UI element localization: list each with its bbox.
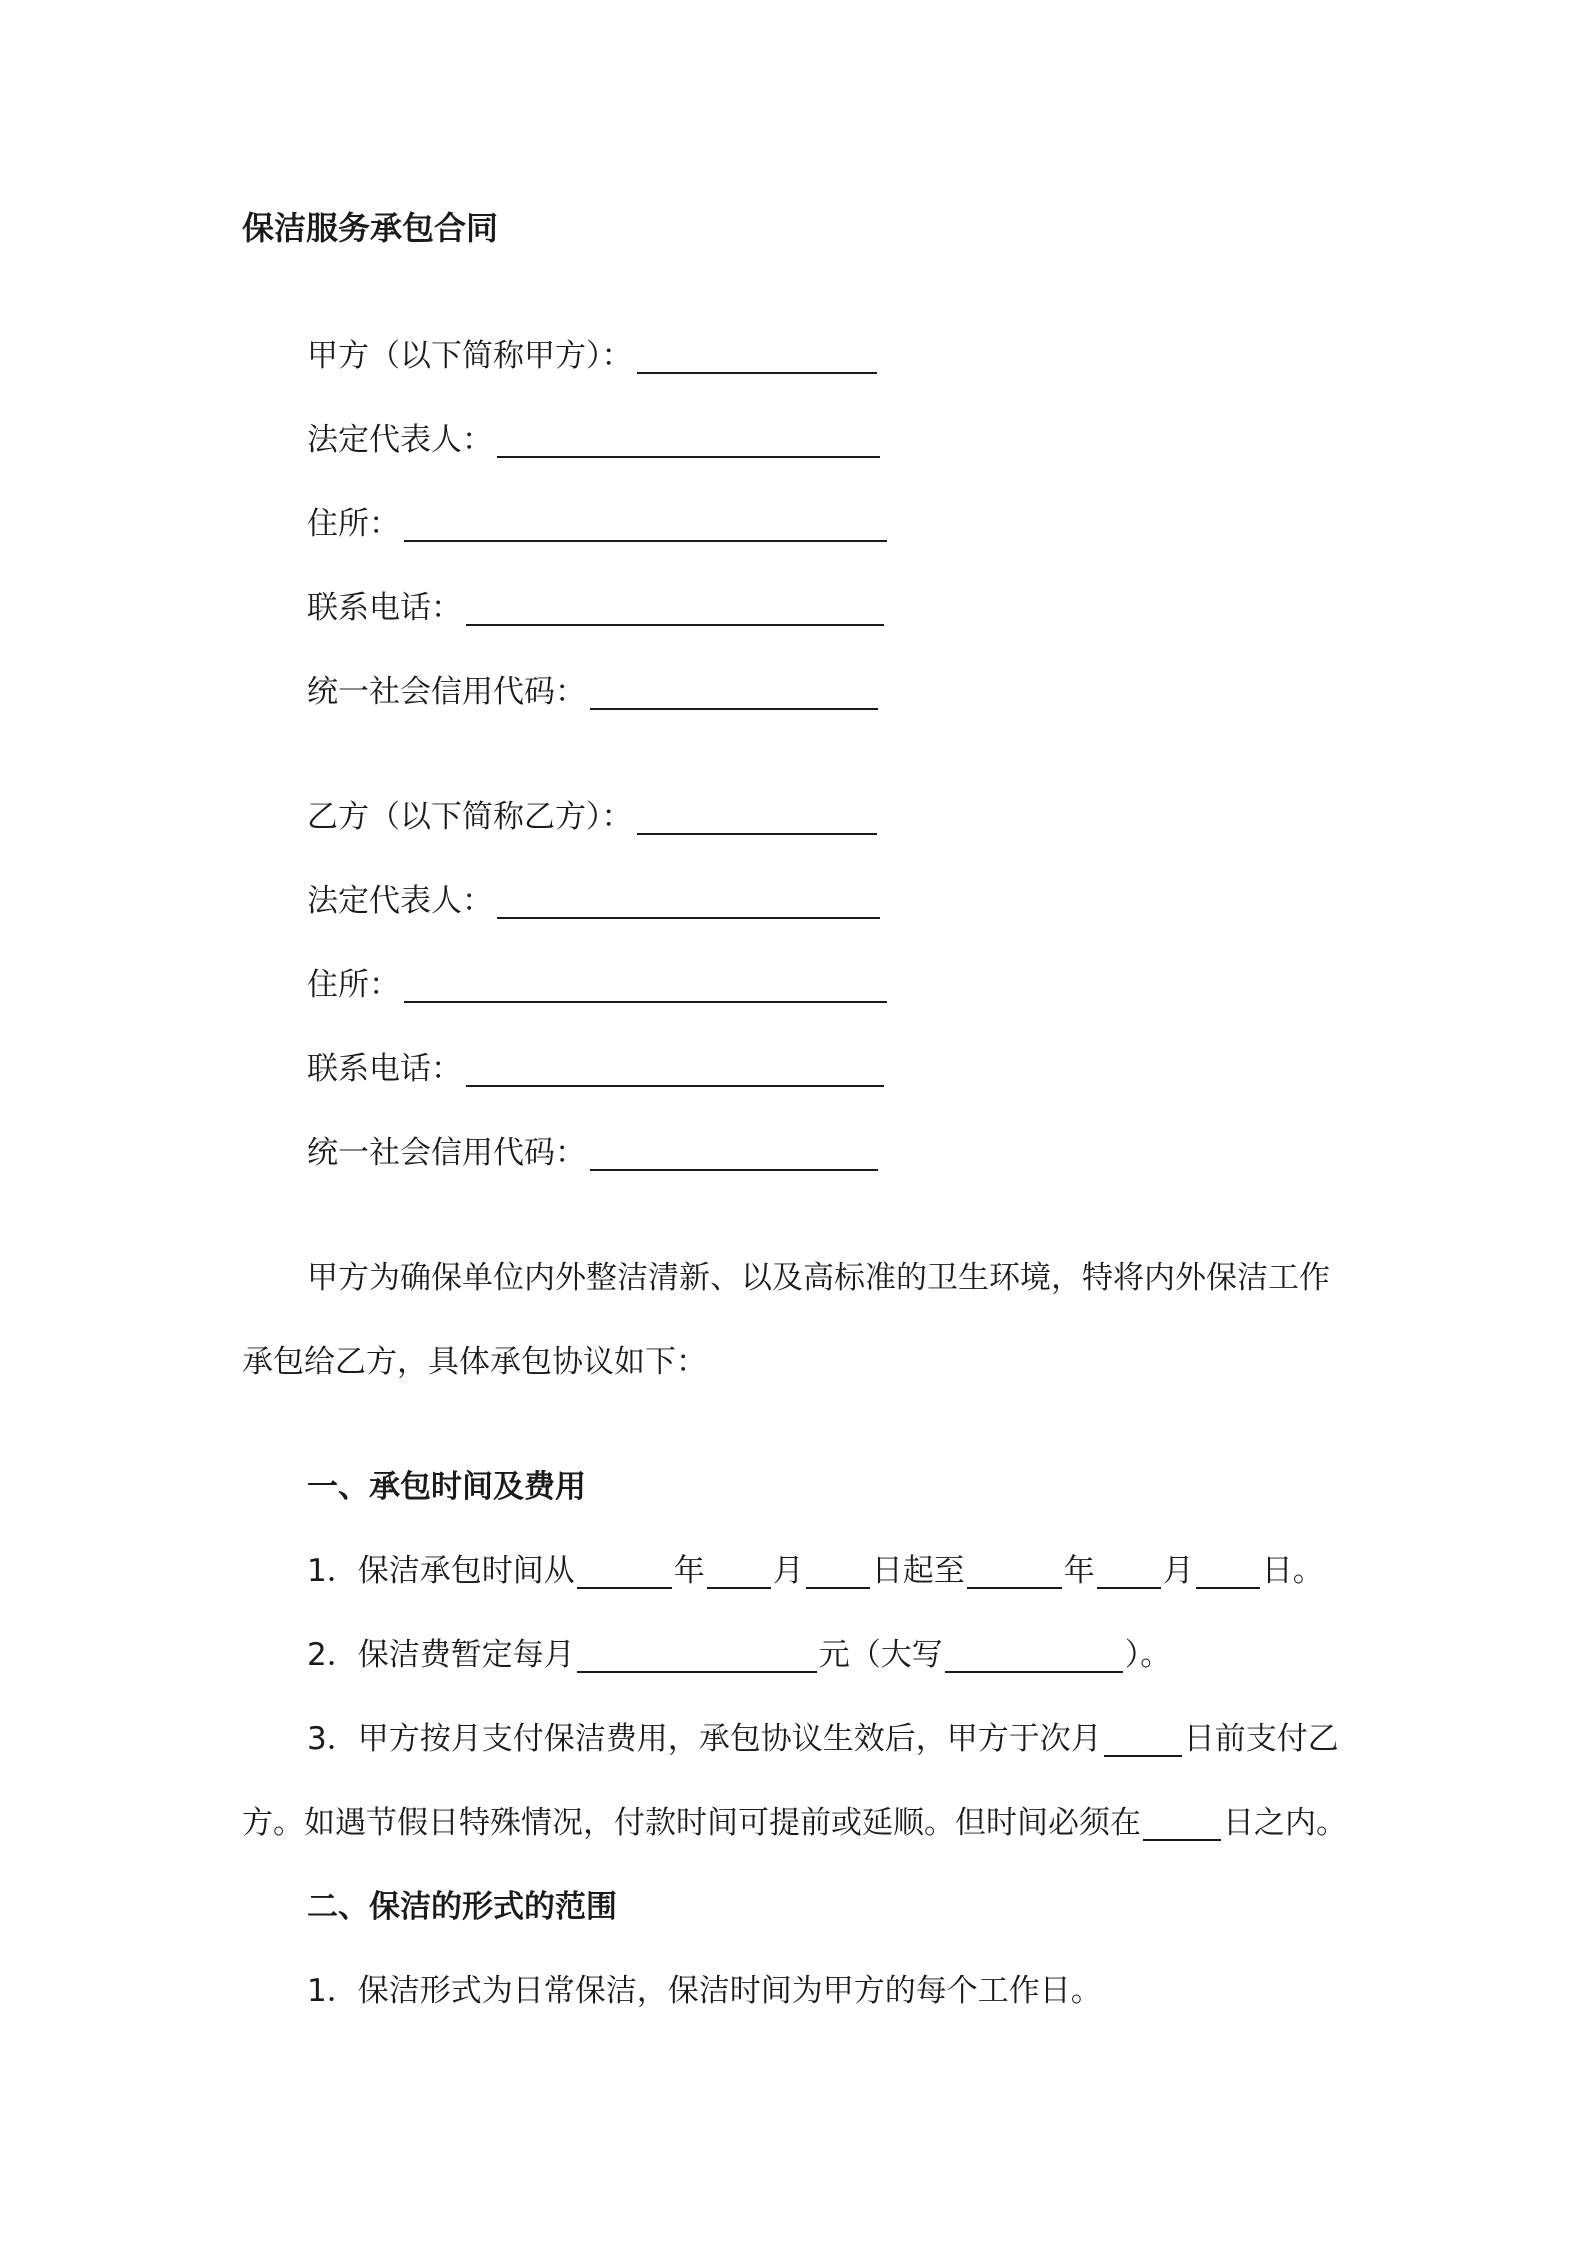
party-b-phone-row bbox=[307, 1049, 888, 1089]
item-1-prefix: 1．保洁承包时间从 bbox=[307, 1553, 575, 1589]
party-a-credit-code-field[interactable] bbox=[590, 678, 878, 710]
item-3-line-2-suffix: 日之内。 bbox=[1223, 1805, 1347, 1841]
end-day-label: 日。 bbox=[1261, 1553, 1324, 1589]
section-2-item-1: 1．保洁形式为日常保洁，保洁时间为甲方的每个工作日。 bbox=[307, 1973, 1102, 2009]
party-b-address-label: 住所： bbox=[307, 967, 400, 1003]
end-day-field[interactable] bbox=[1196, 1557, 1260, 1589]
item-3-line-2-prefix: 方。如遇节假日特殊情况，付款时间可提前或延顺。但时间必须在 bbox=[242, 1805, 1141, 1841]
party-b-phone-field[interactable] bbox=[466, 1055, 884, 1087]
section-1-item-3-line-1 bbox=[307, 1719, 1339, 1759]
start-day-label: 日起至 bbox=[871, 1553, 965, 1589]
party-a-credit-code-row bbox=[307, 672, 882, 712]
fee-uppercase-field[interactable] bbox=[945, 1641, 1123, 1673]
end-year-field[interactable] bbox=[967, 1557, 1062, 1589]
section-1-item-2 bbox=[307, 1635, 1171, 1675]
party-a-name-field[interactable] bbox=[637, 342, 877, 374]
section-2-heading: 二、保洁的形式的范围 bbox=[307, 1889, 617, 1925]
section-1-item-1 bbox=[307, 1551, 1324, 1591]
monthly-fee-field[interactable] bbox=[577, 1641, 817, 1673]
party-b-rep-field[interactable] bbox=[497, 887, 880, 919]
party-b-name-row bbox=[307, 797, 881, 837]
party-b-phone-label: 联系电话： bbox=[307, 1051, 462, 1087]
payment-deadline-field[interactable] bbox=[1143, 1809, 1221, 1841]
party-b-address-field[interactable] bbox=[404, 971, 887, 1003]
item-2-end: ）。 bbox=[1124, 1637, 1172, 1673]
party-b-rep-label: 法定代表人： bbox=[307, 883, 493, 919]
party-b-credit-code-field[interactable] bbox=[590, 1139, 878, 1171]
start-month-field[interactable] bbox=[707, 1557, 771, 1589]
end-year-label: 年 bbox=[1063, 1553, 1095, 1589]
start-year-field[interactable] bbox=[577, 1557, 672, 1589]
party-b-credit-code-label: 统一社会信用代码： bbox=[307, 1135, 586, 1171]
payment-day-field[interactable] bbox=[1104, 1725, 1182, 1757]
party-a-phone-row bbox=[307, 588, 888, 628]
party-a-name-label: 甲方（以下简称甲方）： bbox=[307, 338, 633, 374]
item-2-prefix: 2．保洁费暂定每月 bbox=[307, 1637, 575, 1673]
party-a-address-field[interactable] bbox=[404, 510, 887, 542]
party-a-phone-label: 联系电话： bbox=[307, 590, 462, 626]
yuan-label: 元（大写 bbox=[818, 1637, 943, 1673]
party-b-credit-code-row bbox=[307, 1133, 882, 1173]
start-day-field[interactable] bbox=[806, 1557, 870, 1589]
party-a-rep-label: 法定代表人： bbox=[307, 422, 493, 458]
party-b-name-field[interactable] bbox=[637, 803, 877, 835]
intro-line-1: 甲方为确保单位内外整洁清新、以及高标准的卫生环境，特将内外保洁工作 bbox=[307, 1260, 1330, 1296]
start-year-label: 年 bbox=[673, 1553, 705, 1589]
party-b-address-row bbox=[307, 965, 891, 1005]
party-b-rep-row bbox=[307, 881, 884, 921]
start-month-label: 月 bbox=[772, 1553, 804, 1589]
party-a-rep-row bbox=[307, 420, 884, 460]
section-1-heading: 一、承包时间及费用 bbox=[307, 1469, 586, 1505]
party-a-name-row bbox=[307, 336, 881, 376]
party-a-address-label: 住所： bbox=[307, 506, 400, 542]
party-a-phone-field[interactable] bbox=[466, 594, 884, 626]
section-1-item-3-line-2 bbox=[242, 1803, 1347, 1843]
party-a-rep-field[interactable] bbox=[497, 426, 880, 458]
item-3-line-1-suffix: 日前支付乙 bbox=[1183, 1721, 1339, 1757]
document-title: 保洁服务承包合同 bbox=[242, 209, 499, 247]
item-3-line-1-prefix: 3．甲方按月支付保洁费用，承包协议生效后，甲方于次月 bbox=[307, 1721, 1102, 1757]
end-month-field[interactable] bbox=[1097, 1557, 1161, 1589]
party-a-credit-code-label: 统一社会信用代码： bbox=[307, 674, 586, 710]
intro-line-2: 承包给乙方，具体承包协议如下： bbox=[242, 1344, 707, 1380]
end-month-label: 月 bbox=[1162, 1553, 1194, 1589]
party-b-name-label: 乙方（以下简称乙方）： bbox=[307, 799, 633, 835]
party-a-address-row bbox=[307, 504, 891, 544]
